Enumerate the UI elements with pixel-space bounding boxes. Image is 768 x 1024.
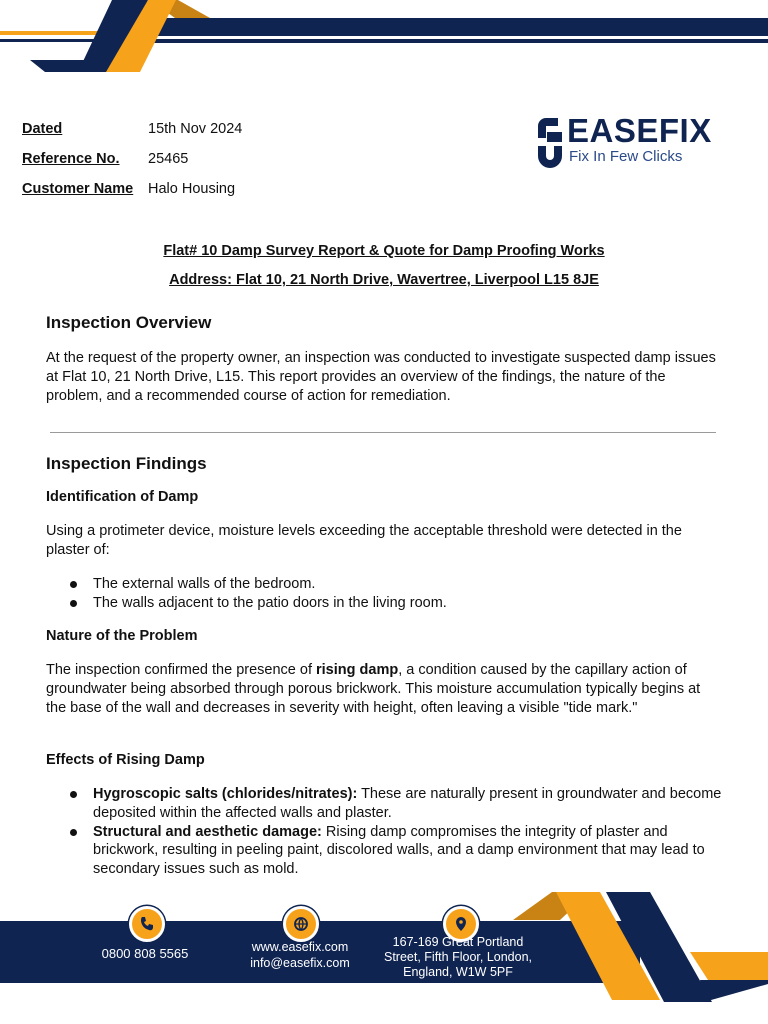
header-decoration [0,0,768,75]
reference-label: Reference No. [22,151,120,167]
report-title: Flat# 10 Damp Survey Report & Quote for Damp Proofing Works [163,243,605,259]
footer-phone[interactable]: 0800 808 5565 [101,946,189,961]
bullet-icon [70,600,77,607]
footer-website[interactable]: www.easefix.com [251,940,349,954]
bullet-icon [70,791,77,798]
phone-circle [129,906,165,942]
list-item: Structural and aesthetic damage: Rising damp compromises the integrity of plaster and brickwork, resulting in peeling paint, discolored walls, and a damp environment that may lead to secondary issues such as mold. [46,823,722,879]
findings-heading: Inspection Findings [46,454,207,473]
logo-mark-icon [534,116,562,168]
list-item: Hygroscopic salts (chlorides/nitrates): These are naturally present in groundwater and become deposited within the affected walls and plaster. [46,785,722,823]
report-address: Address: Flat 10, 21 North Drive, Wavertree, Liverpool L15 8JE [169,272,599,288]
bullet-icon [70,829,77,836]
footer-email[interactable]: info@easefix.com [250,956,350,970]
nature-paragraph: The inspection confirmed the presence of rising damp, a condition caused by the capillary action of groundwater being absorbed through porous brickwork. This moisture accumulation typically begins at the base of the wall and decreases in severity with height, often leaving a visible "tide mark." [46,662,701,716]
damp-locations-list [46,575,722,613]
list-item: The external walls of the bedroom. [46,575,722,594]
section-divider [50,432,716,433]
list-item: The walls adjacent to the patio doors in the living room. [46,594,722,613]
nature-heading: Nature of the Problem [46,628,198,644]
phone-icon [132,909,162,939]
identification-heading: Identification of Damp [46,489,199,505]
dated-value: 15th Nov 2024 [148,121,243,137]
customer-label: Customer Name [22,181,134,197]
footer-address-line-2: Street, Fifth Floor, London, [384,950,532,964]
reference-value: 25465 [148,151,189,167]
easefix-logo [534,114,724,170]
logo-wordmark: EASEFIX [567,112,712,149]
effects-heading: Effects of Rising Damp [46,752,205,768]
footer-address-line-1: 167-169 Great Portland [392,935,524,949]
identification-paragraph: Using a protimeter device, moisture levels exceeding the acceptable threshold were detected in the plaster of: [46,523,682,558]
overview-paragraph: At the request of the property owner, an inspection was conducted to investigate suspected damp issues at Flat 10, 21 North Drive, L15. This report provides an overview of the findings, the nature of the problem, and a recommended course of action for remediation. [46,350,716,404]
effects-list [46,785,722,879]
overview-heading: Inspection Overview [46,313,212,332]
bullet-icon [70,581,77,588]
logo-tagline: Fix In Few Clicks [569,148,683,165]
dated-label: Dated [22,121,63,137]
globe-icon [286,909,316,939]
footer-address-line-3: England, W1W 5PF [403,965,513,979]
customer-value: Halo Housing [148,181,236,197]
globe-circle [283,906,319,942]
